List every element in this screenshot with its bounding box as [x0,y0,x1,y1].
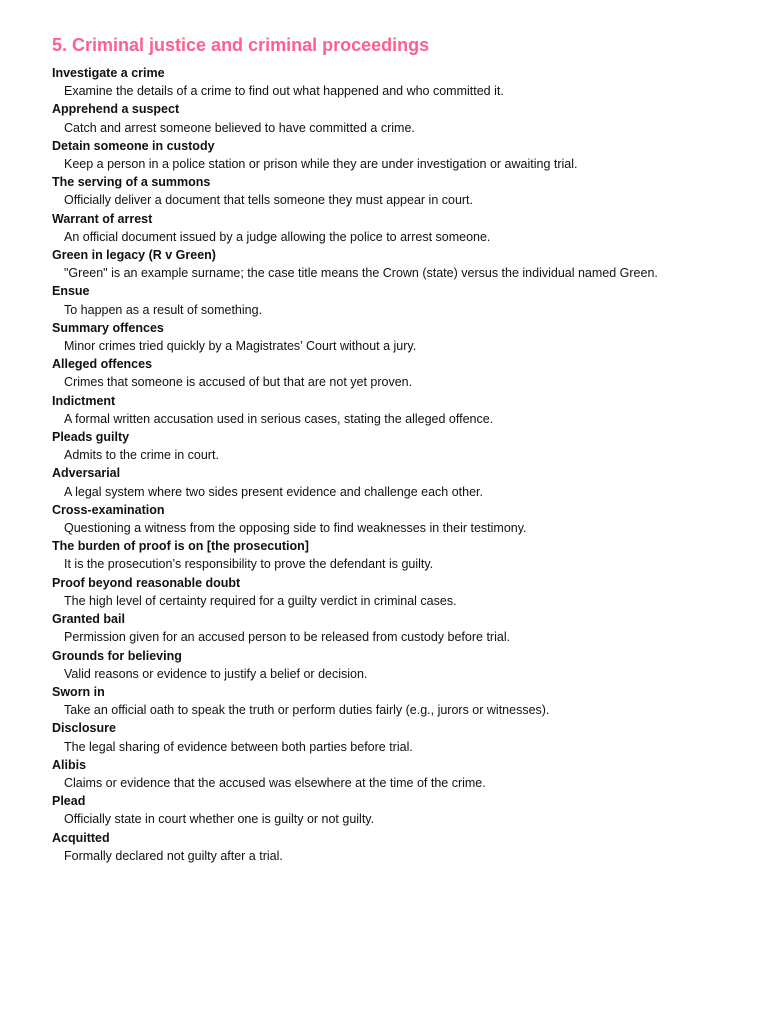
definition: It is the prosecution’s responsibility to prove the defendant is guilty. [64,557,434,572]
term: Plead [52,794,86,809]
glossary-entry [52,210,728,246]
glossary-entry [52,610,728,646]
definition: A formal written accusation used in serious cases, stating the alleged offence. [64,411,494,426]
glossary-entry [52,464,728,500]
term: Disclosure [52,721,116,736]
glossary-entry [52,355,728,391]
term: Ensue [52,284,90,299]
glossary-entry [52,719,728,755]
glossary-entry [52,137,728,173]
definition: Keep a person in a police station or prison while they are under investigation or awaiting trial. [64,157,578,172]
definition: To happen as a result of something. [64,302,263,317]
glossary-entry [52,100,728,136]
term: Pleads guilty [52,430,130,445]
term: Detain someone in custody [52,138,215,153]
definition: Minor crimes tried quickly by a Magistrates’ Court without a jury. [64,339,417,354]
glossary-entry [52,683,728,719]
definition: A legal system where two sides present evidence and challenge each other. [64,484,484,499]
term: Grounds for believing [52,648,182,663]
term: Sworn in [52,684,105,699]
glossary-entry [52,537,728,573]
glossary-entry [52,574,728,610]
glossary-entry [52,829,728,865]
definition: Officially deliver a document that tells someone they must appear in court. [64,193,474,208]
definition: Admits to the crime in court. [64,448,219,463]
glossary-entry [52,173,728,209]
glossary-entry [52,392,728,428]
glossary-entry [52,319,728,355]
term: The serving of a summons [52,175,211,190]
page-title: 5. Criminal justice and criminal proceedings [52,35,430,55]
glossary-entry [52,792,728,828]
definition: Claims or evidence that the accused was elsewhere at the time of the crime. [64,775,486,790]
definition: Officially state in court whether one is guilty or not guilty. [64,812,375,827]
glossary-entry [52,501,728,537]
term: The burden of proof is on [the prosecution] [52,539,309,554]
term: Apprehend a suspect [52,102,180,117]
definition: Formally declared not guilty after a trial. [64,848,283,863]
definition: Catch and arrest someone believed to have committed a crime. [64,120,415,135]
term: Investigate a crime [52,66,165,80]
term: Indictment [52,393,116,408]
term: Summary offences [52,320,164,335]
definition: The legal sharing of evidence between both parties before trial. [64,739,413,754]
term: Proof beyond reasonable doubt [52,575,241,590]
glossary-entry [52,647,728,683]
glossary-entry [52,428,728,464]
definition: Crimes that someone is accused of but that are not yet proven. [64,375,413,390]
glossary-entry [52,756,728,792]
term: Acquitted [52,830,110,845]
term: Adversarial [52,466,121,481]
definition: "Green" is an example surname; the case title means the Crown (state) versus the individual named Green. [64,266,658,281]
definition: Take an official oath to speak the truth or perform duties fairly (e.g., jurors or witnesses). [64,703,550,718]
definition: Permission given for an accused person to be released from custody before trial. [64,630,511,645]
definition: Examine the details of a crime to find out what happened and who committed it. [64,84,504,99]
definition: The high level of certainty required for a guilty verdict in criminal cases. [64,593,457,608]
term: Alibis [52,757,87,772]
term: Granted bail [52,612,125,627]
glossary-entry [52,246,728,282]
definition: Valid reasons or evidence to justify a belief or decision. [64,666,368,681]
glossary-entry [52,64,728,100]
definition: Questioning a witness from the opposing side to find weaknesses in their testimony. [64,521,527,536]
glossary-list [52,64,728,865]
term: Cross-examination [52,502,165,517]
term: Green in legacy (R v Green) [52,248,216,263]
term: Warrant of arrest [52,211,153,226]
term: Alleged offences [52,357,153,372]
glossary-entry [52,282,728,318]
definition: An official document issued by a judge allowing the police to arrest someone. [64,229,491,244]
